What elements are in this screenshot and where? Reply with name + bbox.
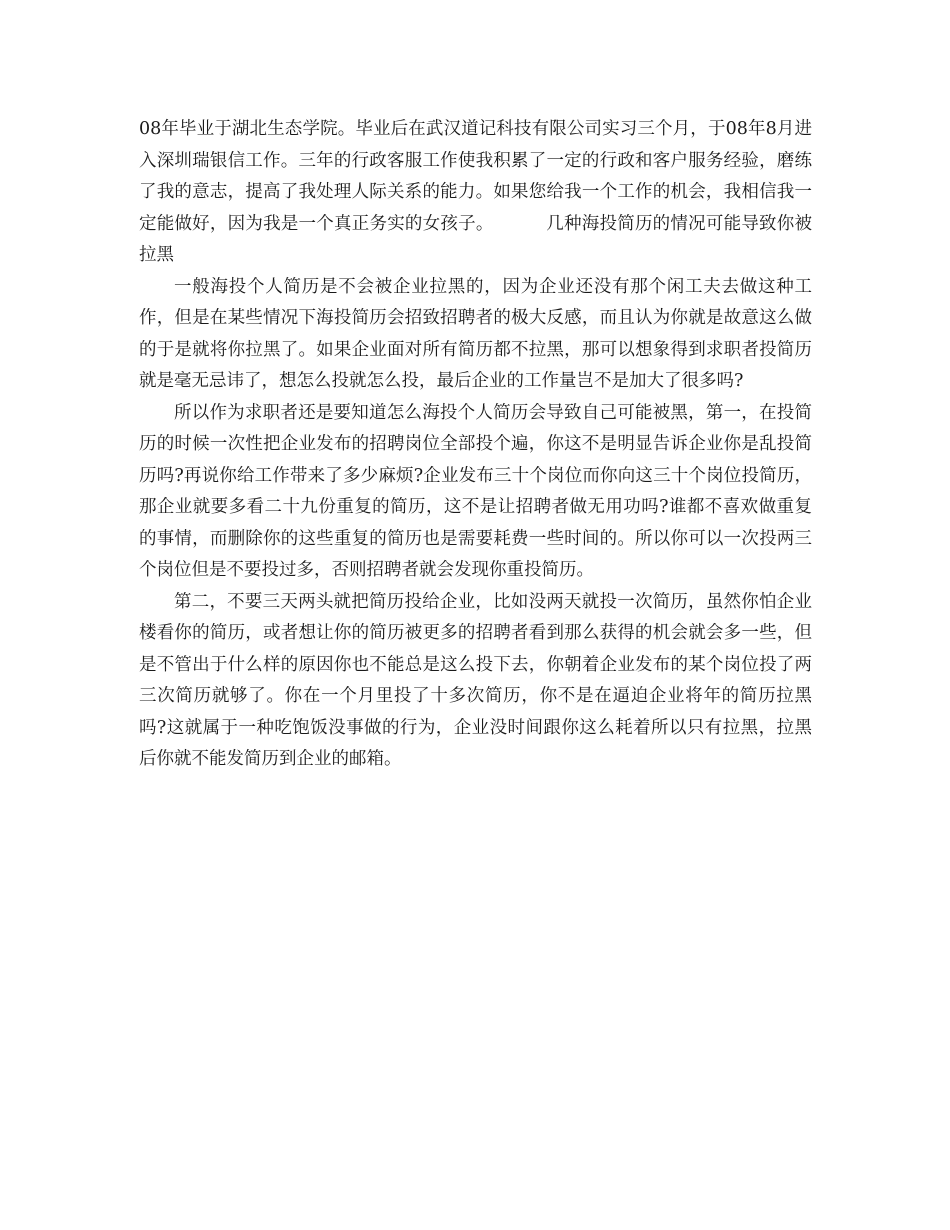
body-paragraph-3: 第二，不要三天两头就把简历投给企业，比如没两天就投一次简历，虽然你怕企业楼看你的简历，或者想让你的简历被更多的招聘者看到那么获得的机会就会多一些，但是不管出于什么样的原因你也不能总是这么投下去，你朝着企业发布的某个岗位投了两三次简历就够了。你在一个月里投了十多次简历，你不是在逼迫企业将年的简历拉黑吗?这就属于一种吃饱饭没事做的行为，企业没时间跟你这么耗着所以只有拉黑，拉黑后你就不能发简历到企业的邮箱。	[139, 591, 812, 769]
document-body	[139, 114, 812, 776]
intro-text: 08年毕业于湖北生态学院。毕业后在武汉道记科技有限公司实习三个月，于08年8月进入深圳瑞银信工作。三年的行政客服工作使我积累了一定的行政和客户服务经验，磨练了我的意志，提高了我处理人际关系的能力。如果您给我一个工作的机会，我相信我一定能做好，因为我是一个真正务实的女孩子。	[139, 119, 812, 234]
body-paragraph-1: 一般海投个人简历是不会被企业拉黑的，因为企业还没有那个闲工夫去做这种工作，但是在某些情况下海投简历会招致招聘者的极大反感，而且认为你就是故意这么做的于是就将你拉黑了。如果企业面对所有简历都不拉黑，那可以想象得到求职者投简历就是毫无忌讳了，想怎么投就怎么投，最后企业的工作量岂不是加大了很多吗?	[139, 276, 812, 391]
section-heading: 几种海投简历的情况可能导致你被拉黑	[139, 213, 813, 265]
body-paragraph-2: 所以作为求职者还是要知道怎么海投个人简历会导致自己可能被黑，第一，在投简历的时候一次性把企业发布的招聘岗位全部投个遍，你这不是明显告诉企业你是乱投简历吗?再说你给工作带来了多少麻烦?企业发布三十个岗位而你向这三十个岗位投简历，那企业就要多看二十九份重复的简历，这不是让招聘者做无用功吗?谁都不喜欢做重复的事情，而删除你的这些重复的简历也是需要耗费一些时间的。所以你可以一次投两三个岗位但是不要投过多，否则招聘者就会发现你重投简历。	[139, 402, 812, 580]
intro-paragraph	[139, 114, 812, 272]
